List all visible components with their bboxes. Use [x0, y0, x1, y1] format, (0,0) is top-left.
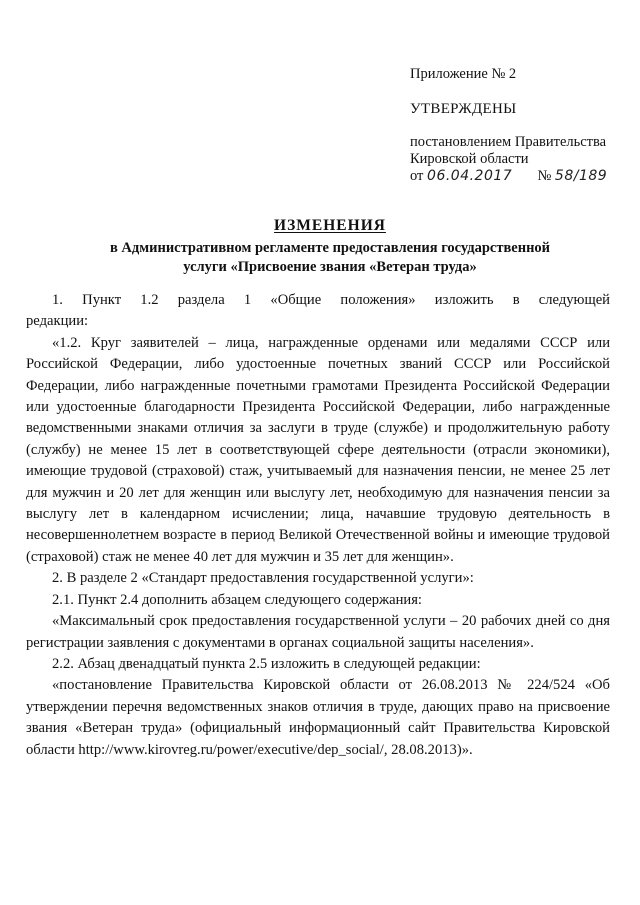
decree-number: 58/189	[554, 168, 608, 184]
paragraph-1-tail: редакции:	[26, 313, 89, 330]
date-prefix: от	[410, 168, 424, 184]
document-title	[60, 217, 600, 277]
title-subtitle-line-1: в Административном регламенте предоставления государственной	[109, 240, 551, 256]
paragraph-2: «1.2. Круг заявителей – лица, награжденные орденами или медалями СССР или Российской Федерации, либо удостоенные почетных званий СССР или Российской Федерации, либо награжденные почетными грамотами Президента Российской Федерации или удостоенные благодарности Президента Российской Федерации, либо награжденные ведомственными знаками отличия за заслуги в труде (службе) и продолжительную работу (службу) не менее 15 лет в соответствующей сфере деятельности (отрасли экономики), имеющие трудовой (страховой) стаж, учитываемый для назначения пенсии, не менее 25 лет для мужчин и 20 лет для женщин или выслугу лет, необходимую для назначения пенсии за выслугу лет в календарном исчислении; лица, начавшие трудовую деятельность в несовершеннолетнем возрасте в период Великой Отечественной войны и имеющие трудовой (страховой) стаж не менее 40 лет для мужчин и 35 лет для женщин».	[26, 334, 610, 565]
title-subtitle	[60, 239, 600, 277]
document-body	[26, 290, 610, 761]
paragraph-3: 2. В разделе 2 «Стандарт предоставления государственной услуги»:	[52, 570, 474, 587]
decree-line-2: Кировской области	[410, 151, 529, 167]
decree-line-1: постановлением Правительства	[410, 134, 607, 150]
paragraph-4: 2.1. Пункт 2.4 дополнить абзацем следующего содержания:	[52, 591, 422, 608]
paragraph-7: «постановление Правительства Кировской области от 26.08.2013 № 224/524 «Об утверждении перечня ведомственных знаков отличия в труде, дающих право на присвоение звания «Ветеран труда» (официальный информационный сайт Правительства Кировской области http://www.kirovreg.ru/power/executive/dep_social/, 28.08.2013)».	[26, 677, 610, 758]
paragraph-6: 2.2. Абзац двенадцатый пункта 2.5 изложить в следующей редакции:	[52, 655, 481, 672]
decree-reference	[410, 134, 630, 185]
approved-label: УТВЕРЖДЕНЫ	[410, 101, 517, 117]
paragraph-5: «Максимальный срок предоставления государственной услуги – 20 рабочих дней со дня регистрации заявления с документами в органах социальной защиты населения».	[26, 613, 610, 651]
approval-stamp	[410, 66, 630, 185]
decree-date-number	[410, 168, 630, 185]
appendix-label: Приложение № 2	[410, 66, 517, 82]
number-prefix: №	[537, 168, 552, 184]
title-heading: ИЗМЕНЕНИЯ	[274, 217, 386, 234]
paragraph-1-lead: 1. Пункт 1.2 раздела 1 «Общие положения» изложить в следующей	[52, 292, 610, 308]
decree-date: 06.04.2017	[427, 168, 513, 184]
title-subtitle-line-2: услуги «Присвоение звания «Ветеран труда»	[183, 259, 477, 275]
